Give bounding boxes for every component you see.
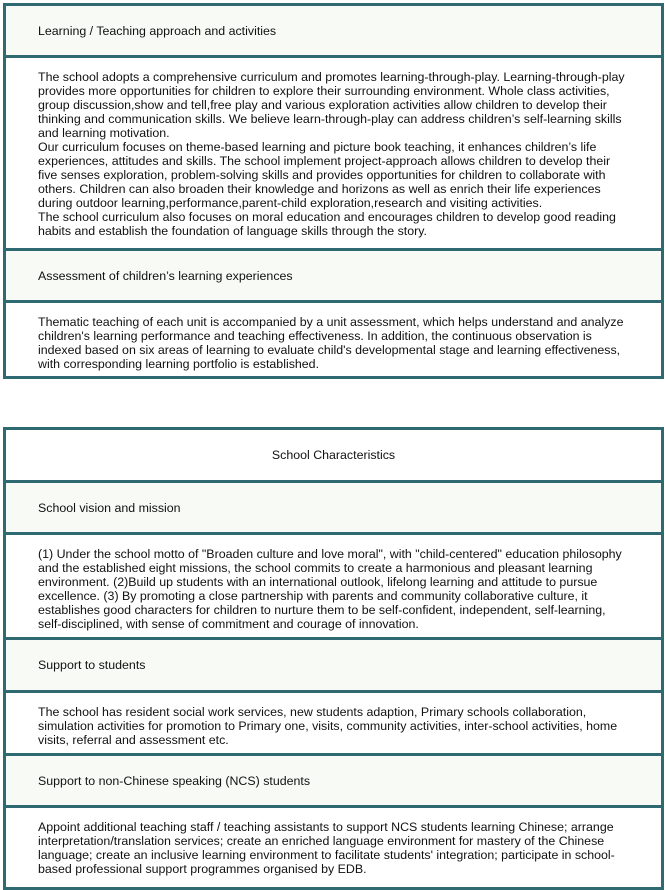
section-heading-learning-teaching [6,6,661,55]
paragraph: (1) Under the school motto of "Broaden culture and love moral", with "child-centered" education philosophy and the established eight missions, the school commits to create a harmonious and pleasant learning environment. (2)Build up students with an international outlook, lifelong learning and attitude to pursue excellence. (3) By promoting a close partnership with parents and community collaborative culture, it establishes good characters for children to nurture them to be self-confident, independent, self-learning, self-disciplined, with sense of commitment and courage of innovation. [38,547,622,631]
paragraph: Thematic teaching of each unit is accompanied by a unit assessment, which helps understand and analyze children's learning performance and teaching effectiveness. In addition, the continuous observation is indexed based on six areas of learning to evaluate child's developmental stage and learning effectiveness, with corresponding learning portfolio is established. [38,315,624,371]
section-body-learning-teaching [6,55,661,248]
paragraph: Appoint additional teaching staff / teaching assistants to support NCS students learning Chinese; arrange interpretation/translation services; create an enriched language environment for mastery of the Chinese language; create an inclusive learning environment to facilitate students' integration; participate in school-based professional support programmes organised by EDB. [38,820,615,876]
paragraph: The school curriculum also focuses on moral education and encourages children to develop good reading habits and establish the foundation of language skills through the story. [38,210,616,238]
school-characteristics-table [3,427,664,890]
section-heading-text: Learning / Teaching approach and activities [38,23,277,38]
section-heading-text: School vision and mission [38,500,181,515]
paragraph: Our curriculum focuses on theme-based learning and picture book teaching, it enhances children’s life experiences, attitudes and skills. The school implement project-approach allows children to develop their five senses exploration, problem-solving skills and provides opportunities for children to collaborate with others. Children can also broaden their knowledge and horizons as well as enrich their life experiences during outdoor learning,performance,parent-child exploration,research and visiting activities. [38,140,611,210]
section-body-support-students [6,690,661,753]
table-title: School Characteristics [271,448,396,462]
table-title-row [6,430,661,480]
section-heading-text: Support to students [38,658,146,672]
paragraph: The school adopts a comprehensive curriculum and promotes learning-through-play. Learning-through-play provides more opportunities for children to explore their surrounding environment. Whole class activities, group discussion,show and tell,free play and various exploration activities allow children to develop their thinking and communication skills. We believe learn-through-play can address children’s self-learning skills and learning motivation. [38,70,625,140]
learning-teaching-table [3,3,664,379]
section-heading-support-students [6,637,661,690]
section-heading-vision [6,480,661,532]
section-heading-text: Support to non-Chinese speaking (NCS) students [38,773,311,788]
paragraph: The school has resident social work services, new students adaption, Primary schools collaboration, simulation activities for promotion to Primary one, visits, community activities, inter-school activities, home visits, referral and assessment etc. [38,705,618,747]
section-body-assessment [6,300,661,376]
section-heading-assessment [6,248,661,300]
section-body-ncs [6,805,661,887]
section-body-vision [6,532,661,637]
section-heading-text: Assessment of children’s learning experiences [38,268,293,283]
section-heading-ncs [6,753,661,805]
